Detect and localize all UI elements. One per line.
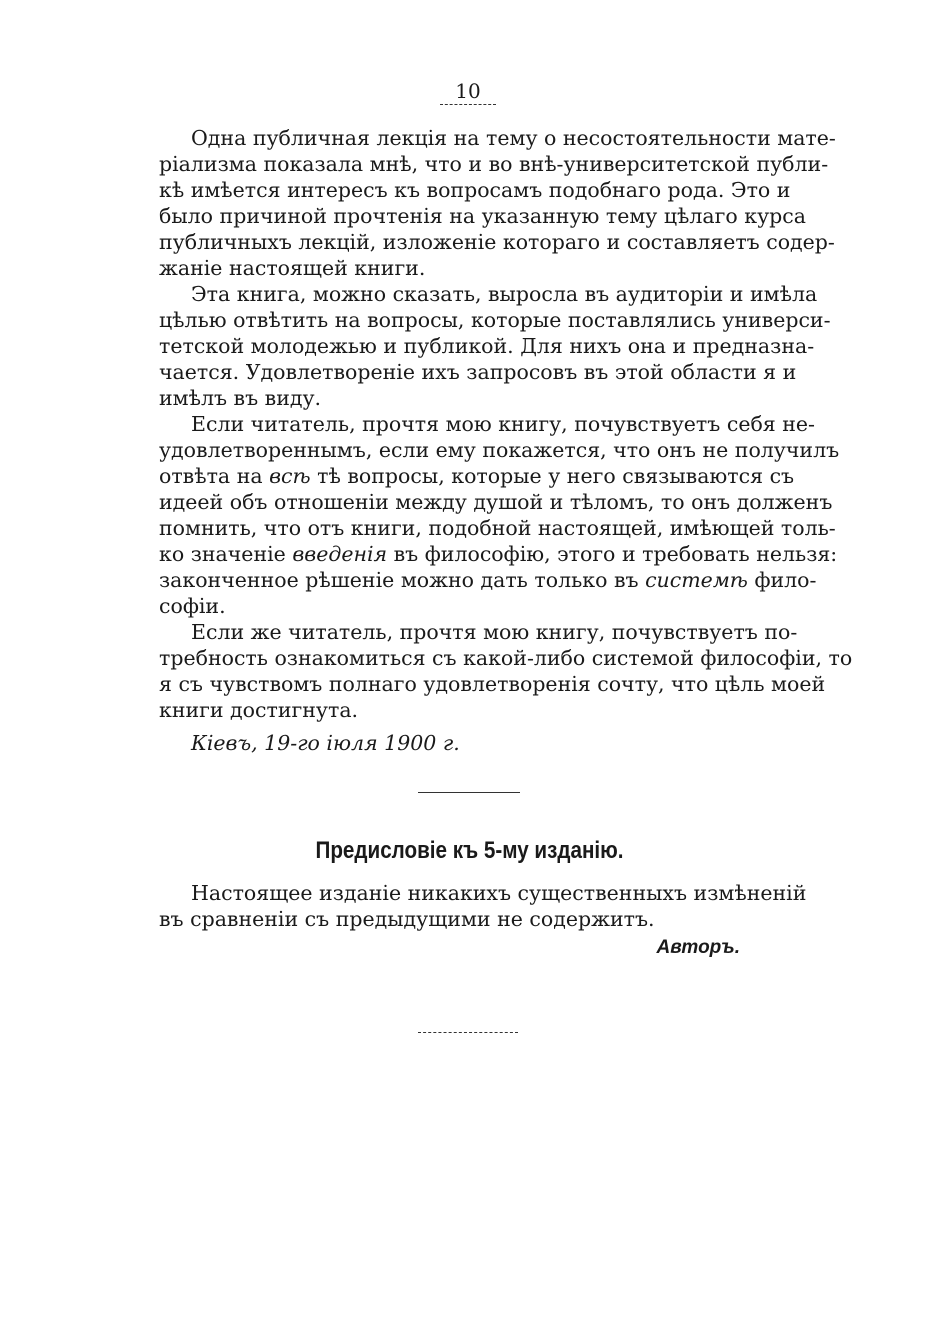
text-line: софіи. <box>159 594 226 618</box>
section-heading: Предисловіе къ 5-му изданію. <box>315 837 624 864</box>
text-line: чается. Удовлетвореніе ихъ запросовъ въ этой области я и <box>159 360 797 384</box>
place-date: Кіевъ, 19-го іюля 1900 г. <box>191 731 460 755</box>
text-line: я съ чувствомъ полнаго удовлетворенія сочту, что цѣль моей <box>159 672 826 696</box>
text-line: имѣлъ въ виду. <box>159 386 322 410</box>
text-line: Если же читатель, прочтя мою книгу, почувствуетъ по- <box>191 620 798 644</box>
text-line: въ сравненіи съ предыдущими не содержитъ. <box>159 907 655 931</box>
text-line: жаніе настоящей книги. <box>159 256 426 280</box>
text-line: Одна публичная лекція на тему о несостоятельности мате- <box>191 126 836 150</box>
page-number: 10 <box>440 80 496 105</box>
author-signature: Авторъ. <box>656 937 740 958</box>
text-line: публичныхъ лекцій, изложеніе котораго и составляетъ содер- <box>159 230 835 254</box>
italic-word: введенія <box>292 542 388 566</box>
text-line: Эта книга, можно сказать, выросла въ аудиторіи и имѣла <box>191 282 818 306</box>
text-line: книги достигнута. <box>159 698 359 722</box>
text-line: ріализма показала мнѣ, что и во внѣ-университетской публи- <box>159 152 829 176</box>
italic-word: всѣ <box>269 464 311 488</box>
italic-word: системѣ <box>645 568 748 592</box>
end-divider <box>418 1032 518 1033</box>
text-line: Если читатель, прочтя мою книгу, почувствуетъ себя не- <box>191 412 815 436</box>
text-line: удовлетвореннымъ, если ему покажется, что онъ не получилъ <box>159 438 840 462</box>
text-line: законченное рѣшеніе можно дать только въ системѣ фило- <box>159 568 817 592</box>
text-line: кѣ имѣется интересъ къ вопросамъ подобнаго рода. Это и <box>159 178 791 202</box>
text-line: цѣлью отвѣтить на вопросы, которые поставлялись универси- <box>159 308 831 332</box>
text-line: помнить, что отъ книги, подобной настоящей, имѣющей толь- <box>159 516 836 540</box>
section-divider <box>418 792 520 793</box>
text-line: требность ознакомиться съ какой-либо системой философіи, то <box>159 646 853 670</box>
text-line: идеей объ отношеніи между душой и тѣломъ, то онъ долженъ <box>159 490 833 514</box>
text-line: отвѣта на всѣ тѣ вопросы, которые у него связываются съ <box>159 464 795 488</box>
text-line: ко значеніе введенія въ философію, этого и требовать нельзя: <box>159 542 838 566</box>
text-line: Настоящее изданіе никакихъ существенныхъ измѣненій <box>191 881 807 905</box>
text-line: тетской молодежью и публикой. Для нихъ она и предназна- <box>159 334 815 358</box>
text-line: было причиной прочтенія на указанную тему цѣлаго курса <box>159 204 806 228</box>
